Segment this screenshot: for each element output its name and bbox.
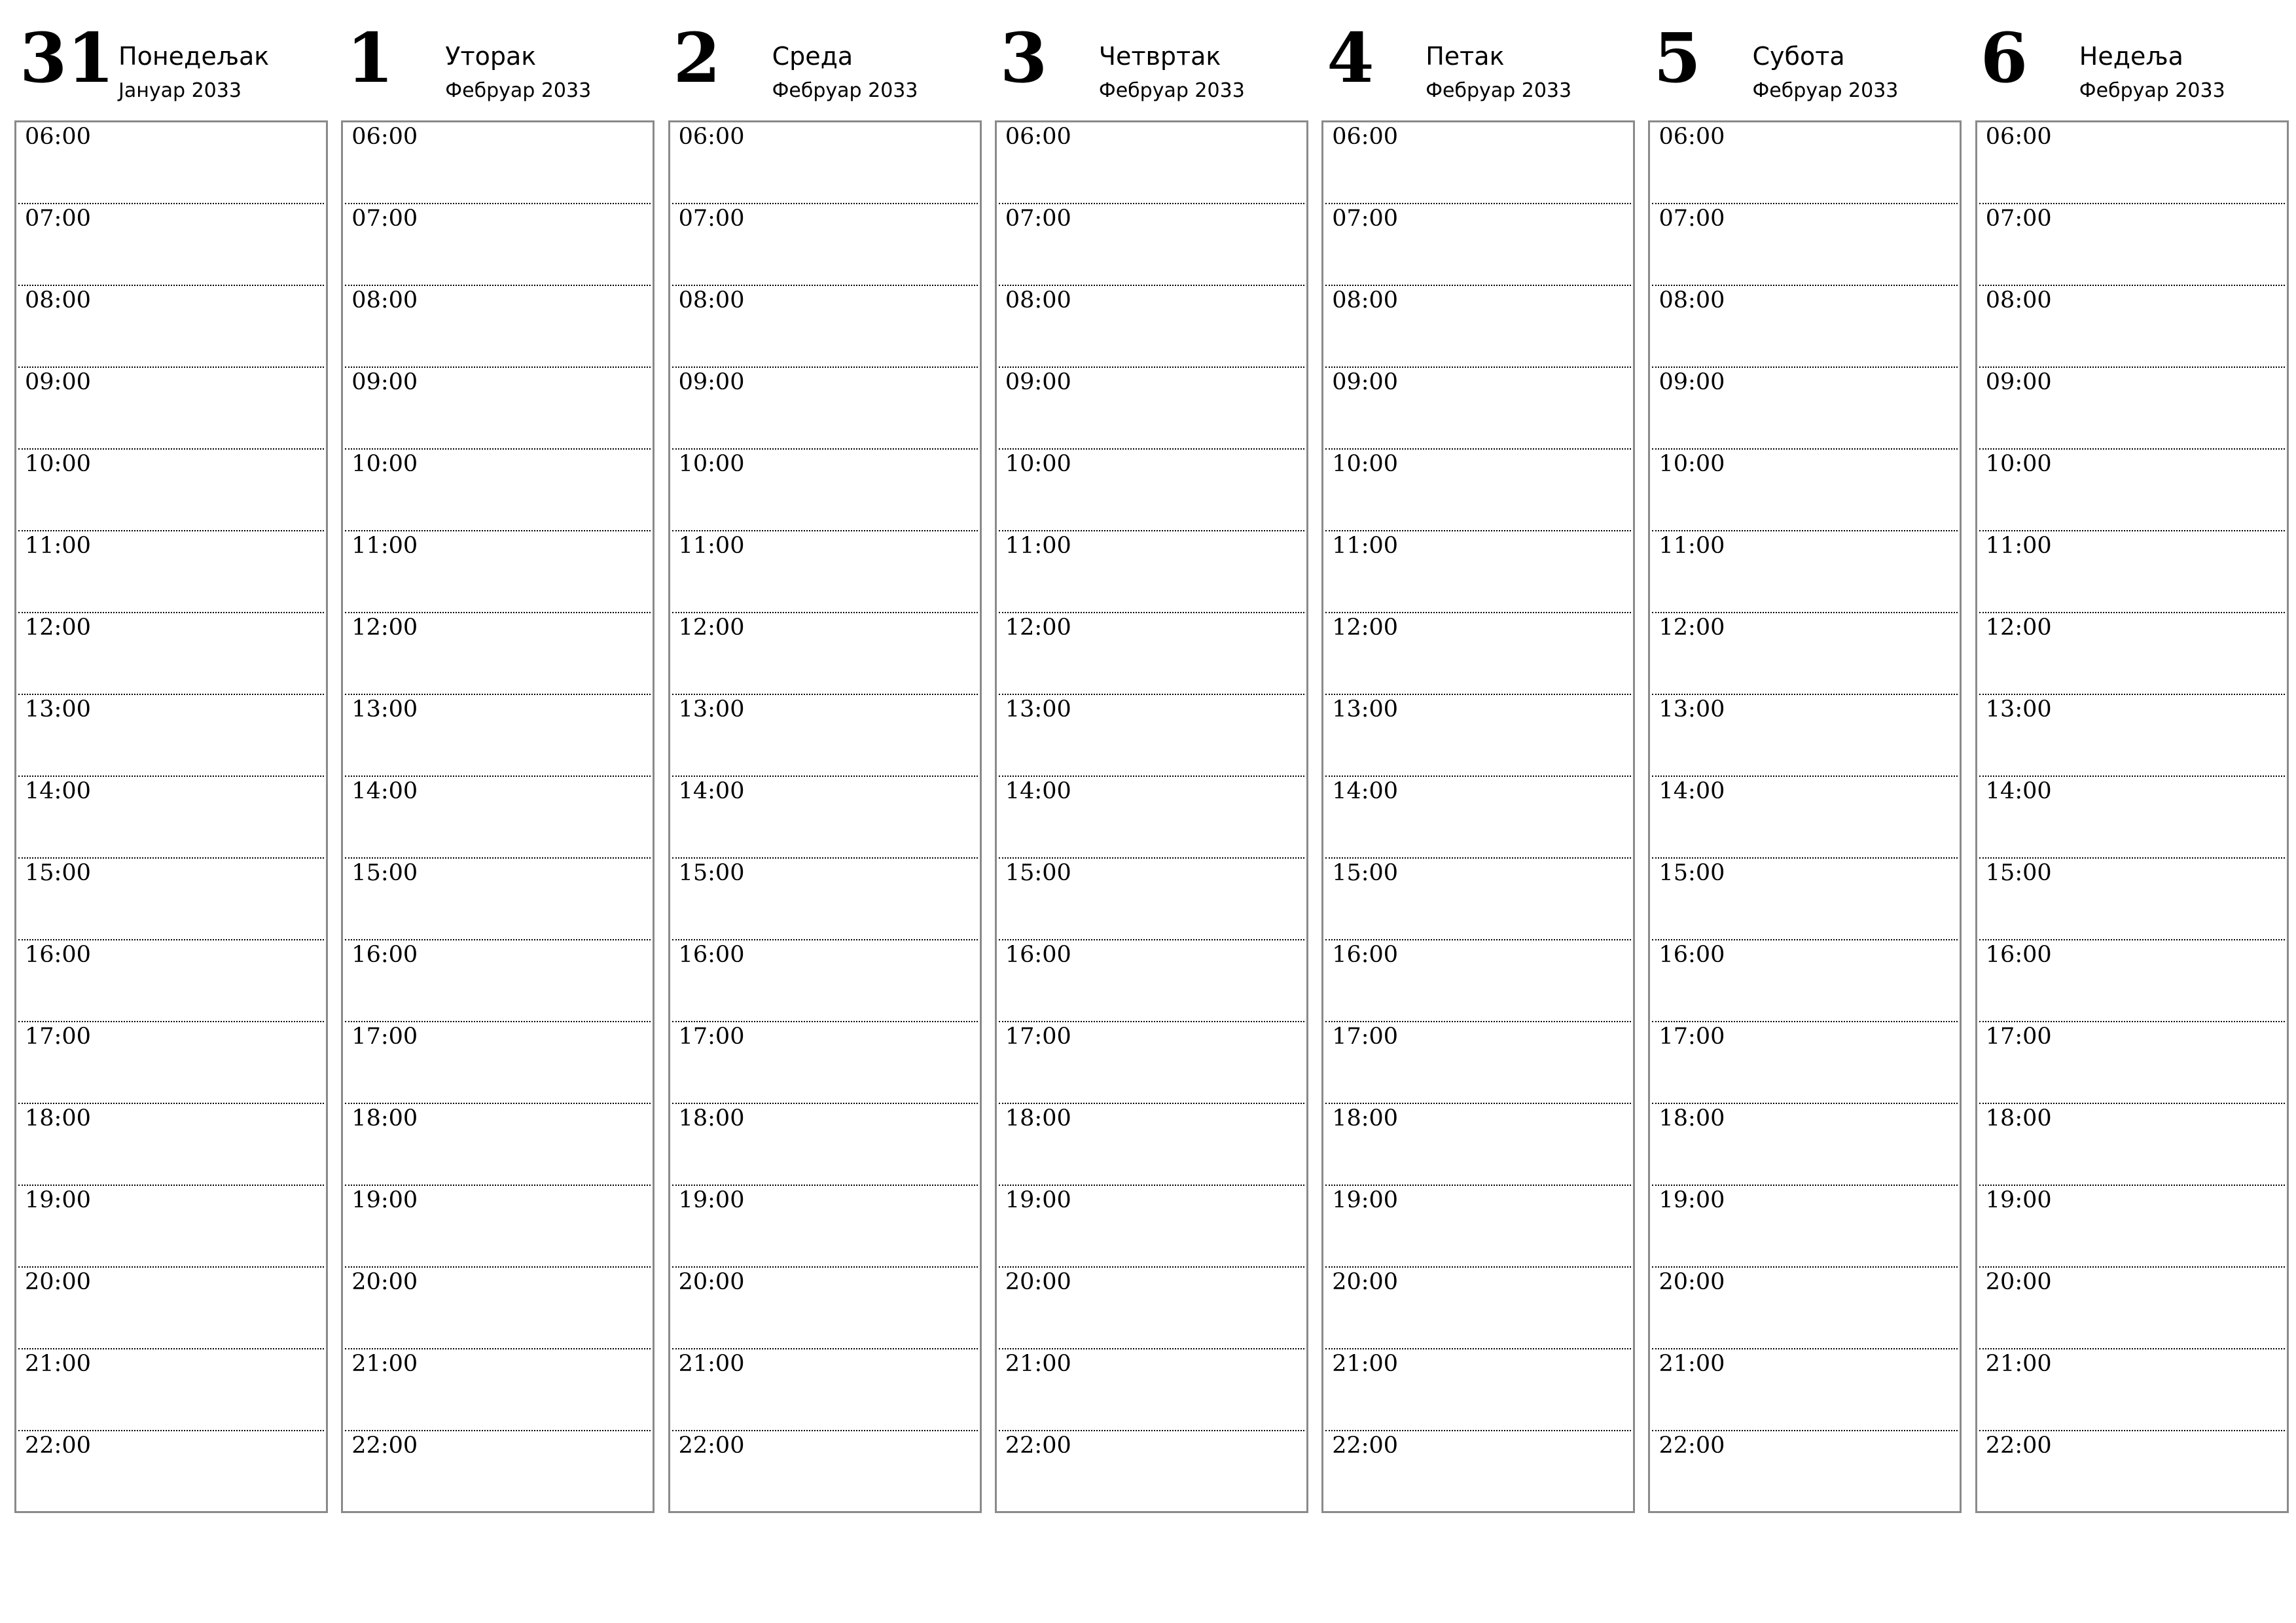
- time-slot-label: 17:00: [1005, 1024, 1071, 1050]
- time-slot[interactable]: [1325, 1268, 1631, 1349]
- time-slot[interactable]: [1325, 613, 1631, 695]
- time-slot-label: 13:00: [351, 696, 418, 722]
- day-column: [1321, 20, 1635, 1513]
- day-number: 3: [999, 18, 1048, 98]
- time-slot[interactable]: [18, 368, 324, 450]
- day-column: [341, 20, 655, 1513]
- time-slot-label: 18:00: [25, 1105, 91, 1132]
- day-header: [14, 20, 328, 101]
- time-slot-label: 20:00: [678, 1269, 745, 1295]
- time-slot-label: 06:00: [678, 124, 745, 150]
- time-slot[interactable]: [1979, 695, 2285, 777]
- time-slot-label: 16:00: [25, 942, 91, 968]
- month-year-label: Фебруар 2033: [1752, 79, 1899, 102]
- time-slot-label: 18:00: [1659, 1105, 1725, 1132]
- time-slot-label: 22:00: [351, 1433, 418, 1459]
- time-slot-label: 09:00: [351, 369, 418, 395]
- time-slot[interactable]: [999, 122, 1304, 204]
- time-slot-label: 06:00: [1332, 124, 1399, 150]
- weekday-name: Четвртак: [1098, 42, 1221, 71]
- time-slot[interactable]: [999, 1104, 1304, 1186]
- time-slot[interactable]: [1652, 1104, 1958, 1186]
- time-slot[interactable]: [1652, 286, 1958, 368]
- time-slot-label: 16:00: [1332, 942, 1399, 968]
- time-slot-label: 12:00: [1659, 615, 1725, 641]
- time-slot-label: 17:00: [1985, 1024, 2052, 1050]
- time-slot-label: 11:00: [1659, 533, 1725, 559]
- time-slot-label: 11:00: [1332, 533, 1399, 559]
- time-slot[interactable]: [999, 286, 1304, 368]
- day-number: 2: [673, 18, 721, 98]
- day-column: [14, 20, 328, 1513]
- time-slot-label: 11:00: [351, 533, 418, 559]
- time-slot-label: 13:00: [1659, 696, 1725, 722]
- month-year-label: Фебруар 2033: [772, 79, 918, 102]
- time-slot-label: 22:00: [1332, 1433, 1399, 1459]
- time-slot[interactable]: [672, 1431, 978, 1513]
- time-slot-label: 08:00: [351, 287, 418, 313]
- time-slot[interactable]: [1979, 1186, 2285, 1268]
- time-slot-label: 18:00: [1332, 1105, 1399, 1132]
- time-slot-label: 07:00: [1659, 205, 1725, 232]
- day-schedule-grid: [14, 120, 328, 1513]
- time-slot-label: 14:00: [678, 778, 745, 804]
- time-slot-label: 17:00: [1659, 1024, 1725, 1050]
- time-slot-label: 18:00: [678, 1105, 745, 1132]
- time-slot-label: 17:00: [678, 1024, 745, 1050]
- time-slot-label: 20:00: [1985, 1269, 2052, 1295]
- time-slot[interactable]: [345, 450, 651, 531]
- time-slot-label: 10:00: [1985, 451, 2052, 477]
- time-slot[interactable]: [999, 613, 1304, 695]
- time-slot[interactable]: [672, 695, 978, 777]
- time-slot-label: 18:00: [351, 1105, 418, 1132]
- time-slot-label: 08:00: [1005, 287, 1071, 313]
- time-slot[interactable]: [1979, 368, 2285, 450]
- time-slot[interactable]: [1652, 777, 1958, 859]
- time-slot-label: 15:00: [1659, 860, 1725, 886]
- day-schedule-grid: [341, 120, 655, 1513]
- time-slot[interactable]: [18, 613, 324, 695]
- time-slot-label: 10:00: [1332, 451, 1399, 477]
- time-slot-label: 14:00: [1005, 778, 1071, 804]
- time-slot-label: 10:00: [351, 451, 418, 477]
- time-slot[interactable]: [1325, 695, 1631, 777]
- month-year-label: Фебруар 2033: [2079, 79, 2225, 102]
- time-slot-label: 16:00: [1985, 942, 2052, 968]
- time-slot-label: 21:00: [1332, 1351, 1399, 1377]
- time-slot[interactable]: [1979, 204, 2285, 286]
- time-slot-label: 14:00: [1332, 778, 1399, 804]
- time-slot-label: 20:00: [1332, 1269, 1399, 1295]
- time-slot[interactable]: [1979, 531, 2285, 613]
- time-slot-label: 08:00: [25, 287, 91, 313]
- time-slot[interactable]: [345, 1104, 651, 1186]
- time-slot-label: 16:00: [1005, 942, 1071, 968]
- time-slot-label: 21:00: [1659, 1351, 1725, 1377]
- time-slot[interactable]: [345, 122, 651, 204]
- time-slot-label: 20:00: [1659, 1269, 1725, 1295]
- time-slot-label: 07:00: [1332, 205, 1399, 232]
- time-slot[interactable]: [999, 1349, 1304, 1431]
- time-slot[interactable]: [1325, 777, 1631, 859]
- time-slot[interactable]: [1325, 531, 1631, 613]
- time-slot[interactable]: [345, 531, 651, 613]
- time-slot[interactable]: [672, 1268, 978, 1349]
- time-slot-label: 15:00: [678, 860, 745, 886]
- time-slot-label: 15:00: [1985, 860, 2052, 886]
- time-slot-label: 12:00: [1332, 615, 1399, 641]
- time-slot[interactable]: [18, 1104, 324, 1186]
- time-slot-label: 20:00: [351, 1269, 418, 1295]
- time-slot-label: 06:00: [1659, 124, 1725, 150]
- time-slot[interactable]: [345, 286, 651, 368]
- time-slot-label: 21:00: [1985, 1351, 2052, 1377]
- time-slot-label: 19:00: [1005, 1187, 1071, 1213]
- time-slot[interactable]: [345, 1431, 651, 1513]
- time-slot[interactable]: [999, 204, 1304, 286]
- time-slot-label: 12:00: [351, 615, 418, 641]
- time-slot-label: 08:00: [1332, 287, 1399, 313]
- time-slot[interactable]: [672, 1104, 978, 1186]
- time-slot[interactable]: [1979, 1022, 2285, 1104]
- weekday-name: Недеља: [2079, 42, 2183, 71]
- day-header: [1975, 20, 2289, 101]
- time-slot-label: 12:00: [25, 615, 91, 641]
- time-slot-label: 21:00: [351, 1351, 418, 1377]
- time-slot[interactable]: [1325, 1022, 1631, 1104]
- time-slot-label: 22:00: [678, 1433, 745, 1459]
- time-slot-label: 13:00: [25, 696, 91, 722]
- time-slot[interactable]: [1979, 613, 2285, 695]
- weekday-name: Петак: [1426, 42, 1505, 71]
- weekly-planner: [14, 20, 2284, 1513]
- month-year-label: Јануар 2033: [118, 79, 242, 102]
- time-slot[interactable]: [672, 286, 978, 368]
- time-slot[interactable]: [18, 1431, 324, 1513]
- time-slot-label: 09:00: [678, 369, 745, 395]
- time-slot-label: 11:00: [678, 533, 745, 559]
- time-slot[interactable]: [1652, 940, 1958, 1022]
- time-slot[interactable]: [1979, 1268, 2285, 1349]
- time-slot[interactable]: [672, 122, 978, 204]
- time-slot-label: 10:00: [1659, 451, 1725, 477]
- time-slot[interactable]: [1325, 940, 1631, 1022]
- time-slot-label: 19:00: [1985, 1187, 2052, 1213]
- time-slot-label: 14:00: [1985, 778, 2052, 804]
- time-slot[interactable]: [1979, 1431, 2285, 1513]
- day-schedule-grid: [1975, 120, 2289, 1513]
- time-slot[interactable]: [1979, 940, 2285, 1022]
- day-header: [1648, 20, 1962, 101]
- time-slot-label: 21:00: [25, 1351, 91, 1377]
- time-slot[interactable]: [999, 1186, 1304, 1268]
- time-slot[interactable]: [672, 531, 978, 613]
- time-slot-label: 12:00: [1985, 615, 2052, 641]
- day-number: 31: [20, 18, 115, 98]
- time-slot[interactable]: [1652, 1431, 1958, 1513]
- time-slot-label: 21:00: [1005, 1351, 1071, 1377]
- time-slot[interactable]: [18, 286, 324, 368]
- time-slot-label: 19:00: [351, 1187, 418, 1213]
- time-slot-label: 14:00: [1659, 778, 1725, 804]
- time-slot[interactable]: [1979, 1349, 2285, 1431]
- time-slot[interactable]: [672, 940, 978, 1022]
- time-slot[interactable]: [999, 1022, 1304, 1104]
- time-slot[interactable]: [345, 777, 651, 859]
- month-year-label: Фебруар 2033: [445, 79, 592, 102]
- time-slot-label: 15:00: [25, 860, 91, 886]
- day-number: 4: [1327, 18, 1374, 98]
- time-slot[interactable]: [999, 531, 1304, 613]
- time-slot-label: 11:00: [1985, 533, 2052, 559]
- time-slot-label: 17:00: [25, 1024, 91, 1050]
- time-slot-label: 16:00: [351, 942, 418, 968]
- time-slot-label: 13:00: [1985, 696, 2052, 722]
- time-slot-label: 06:00: [1985, 124, 2052, 150]
- time-slot[interactable]: [18, 1268, 324, 1349]
- time-slot[interactable]: [18, 531, 324, 613]
- time-slot[interactable]: [18, 450, 324, 531]
- day-header: [1321, 20, 1635, 101]
- time-slot-label: 19:00: [1659, 1187, 1725, 1213]
- time-slot[interactable]: [345, 1022, 651, 1104]
- time-slot-label: 12:00: [678, 615, 745, 641]
- time-slot-label: 19:00: [1332, 1187, 1399, 1213]
- day-number: 5: [1653, 18, 1701, 98]
- time-slot[interactable]: [1325, 122, 1631, 204]
- time-slot[interactable]: [999, 450, 1304, 531]
- time-slot[interactable]: [1325, 204, 1631, 286]
- time-slot-label: 18:00: [1005, 1105, 1071, 1132]
- day-schedule-grid: [668, 120, 982, 1513]
- day-column: [668, 20, 982, 1513]
- time-slot[interactable]: [672, 1022, 978, 1104]
- time-slot-label: 15:00: [1332, 860, 1399, 886]
- time-slot-label: 19:00: [678, 1187, 745, 1213]
- day-number: 1: [346, 18, 394, 98]
- time-slot-label: 22:00: [1005, 1433, 1071, 1459]
- time-slot[interactable]: [1325, 1431, 1631, 1513]
- day-schedule-grid: [1321, 120, 1635, 1513]
- time-slot-label: 07:00: [25, 205, 91, 232]
- time-slot-label: 09:00: [25, 369, 91, 395]
- time-slot-label: 16:00: [678, 942, 745, 968]
- day-header: [668, 20, 982, 101]
- time-slot-label: 22:00: [1659, 1433, 1725, 1459]
- time-slot-label: 14:00: [351, 778, 418, 804]
- day-schedule-grid: [995, 120, 1308, 1513]
- time-slot-label: 09:00: [1659, 369, 1725, 395]
- time-slot-label: 07:00: [1005, 205, 1071, 232]
- time-slot[interactable]: [999, 1268, 1304, 1349]
- weekday-name: Субота: [1752, 42, 1845, 71]
- time-slot-label: 09:00: [1332, 369, 1399, 395]
- time-slot[interactable]: [1652, 695, 1958, 777]
- day-header: [341, 20, 655, 101]
- time-slot[interactable]: [999, 368, 1304, 450]
- time-slot-label: 22:00: [1985, 1433, 2052, 1459]
- time-slot-label: 07:00: [678, 205, 745, 232]
- time-slot-label: 13:00: [1005, 696, 1071, 722]
- time-slot[interactable]: [1979, 286, 2285, 368]
- time-slot[interactable]: [345, 613, 651, 695]
- time-slot-label: 06:00: [25, 124, 91, 150]
- day-column: [995, 20, 1308, 1513]
- time-slot[interactable]: [1652, 1186, 1958, 1268]
- weekday-name: Уторак: [445, 42, 537, 71]
- time-slot-label: 06:00: [351, 124, 418, 150]
- time-slot[interactable]: [1325, 859, 1631, 940]
- time-slot[interactable]: [18, 1186, 324, 1268]
- time-slot[interactable]: [1325, 1186, 1631, 1268]
- time-slot-label: 06:00: [1005, 124, 1071, 150]
- time-slot[interactable]: [672, 613, 978, 695]
- time-slot[interactable]: [1652, 1268, 1958, 1349]
- time-slot[interactable]: [345, 204, 651, 286]
- time-slot-label: 20:00: [1005, 1269, 1071, 1295]
- time-slot-label: 22:00: [25, 1433, 91, 1459]
- time-slot[interactable]: [1652, 859, 1958, 940]
- time-slot[interactable]: [999, 859, 1304, 940]
- time-slot[interactable]: [18, 122, 324, 204]
- time-slot[interactable]: [1652, 531, 1958, 613]
- time-slot-label: 21:00: [678, 1351, 745, 1377]
- time-slot[interactable]: [345, 859, 651, 940]
- time-slot[interactable]: [672, 1349, 978, 1431]
- time-slot[interactable]: [1652, 368, 1958, 450]
- time-slot[interactable]: [1325, 1349, 1631, 1431]
- time-slot[interactable]: [18, 1022, 324, 1104]
- time-slot-label: 08:00: [678, 287, 745, 313]
- time-slot-label: 11:00: [25, 533, 91, 559]
- time-slot-label: 17:00: [351, 1024, 418, 1050]
- time-slot[interactable]: [999, 940, 1304, 1022]
- time-slot[interactable]: [672, 1186, 978, 1268]
- time-slot[interactable]: [1325, 368, 1631, 450]
- time-slot[interactable]: [345, 695, 651, 777]
- time-slot[interactable]: [1325, 450, 1631, 531]
- time-slot-label: 10:00: [1005, 451, 1071, 477]
- time-slot[interactable]: [18, 695, 324, 777]
- time-slot[interactable]: [345, 368, 651, 450]
- weekday-name: Среда: [772, 42, 853, 71]
- time-slot-label: 10:00: [25, 451, 91, 477]
- time-slot-label: 15:00: [1005, 860, 1071, 886]
- time-slot[interactable]: [345, 1186, 651, 1268]
- time-slot[interactable]: [1652, 613, 1958, 695]
- time-slot-label: 09:00: [1005, 369, 1071, 395]
- time-slot[interactable]: [999, 695, 1304, 777]
- time-slot-label: 15:00: [351, 860, 418, 886]
- time-slot[interactable]: [1325, 286, 1631, 368]
- day-number: 6: [1980, 18, 2028, 98]
- day-header: [995, 20, 1308, 101]
- time-slot[interactable]: [1979, 777, 2285, 859]
- time-slot[interactable]: [1652, 122, 1958, 204]
- time-slot-label: 07:00: [351, 205, 418, 232]
- time-slot[interactable]: [18, 940, 324, 1022]
- time-slot[interactable]: [1979, 122, 2285, 204]
- time-slot[interactable]: [1652, 450, 1958, 531]
- time-slot[interactable]: [1652, 1349, 1958, 1431]
- time-slot[interactable]: [18, 204, 324, 286]
- time-slot-label: 14:00: [25, 778, 91, 804]
- time-slot-label: 18:00: [1985, 1105, 2052, 1132]
- weekday-name: Понедељак: [118, 42, 270, 71]
- month-year-label: Фебруар 2033: [1426, 79, 1572, 102]
- month-year-label: Фебруар 2033: [1098, 79, 1245, 102]
- day-schedule-grid: [1648, 120, 1962, 1513]
- time-slot-label: 08:00: [1985, 287, 2052, 313]
- time-slot[interactable]: [1325, 1104, 1631, 1186]
- day-column: [1648, 20, 1962, 1513]
- time-slot-label: 13:00: [678, 696, 745, 722]
- time-slot[interactable]: [18, 777, 324, 859]
- time-slot[interactable]: [672, 859, 978, 940]
- time-slot[interactable]: [345, 1268, 651, 1349]
- time-slot[interactable]: [345, 1349, 651, 1431]
- time-slot[interactable]: [999, 1431, 1304, 1513]
- time-slot-label: 07:00: [1985, 205, 2052, 232]
- time-slot[interactable]: [345, 940, 651, 1022]
- time-slot-label: 10:00: [678, 451, 745, 477]
- day-column: [1975, 20, 2289, 1513]
- time-slot[interactable]: [1979, 1104, 2285, 1186]
- time-slot[interactable]: [672, 204, 978, 286]
- time-slot-label: 20:00: [25, 1269, 91, 1295]
- time-slot[interactable]: [1979, 450, 2285, 531]
- time-slot-label: 08:00: [1659, 287, 1725, 313]
- time-slot-label: 12:00: [1005, 615, 1071, 641]
- time-slot[interactable]: [1652, 1022, 1958, 1104]
- time-slot-label: 11:00: [1005, 533, 1071, 559]
- time-slot[interactable]: [18, 859, 324, 940]
- time-slot[interactable]: [672, 368, 978, 450]
- time-slot[interactable]: [672, 450, 978, 531]
- time-slot-label: 13:00: [1332, 696, 1399, 722]
- time-slot[interactable]: [672, 777, 978, 859]
- time-slot-label: 19:00: [25, 1187, 91, 1213]
- time-slot[interactable]: [1979, 859, 2285, 940]
- time-slot[interactable]: [18, 1349, 324, 1431]
- time-slot-label: 09:00: [1985, 369, 2052, 395]
- time-slot[interactable]: [1652, 204, 1958, 286]
- time-slot-label: 17:00: [1332, 1024, 1399, 1050]
- time-slot[interactable]: [999, 777, 1304, 859]
- time-slot-label: 16:00: [1659, 942, 1725, 968]
